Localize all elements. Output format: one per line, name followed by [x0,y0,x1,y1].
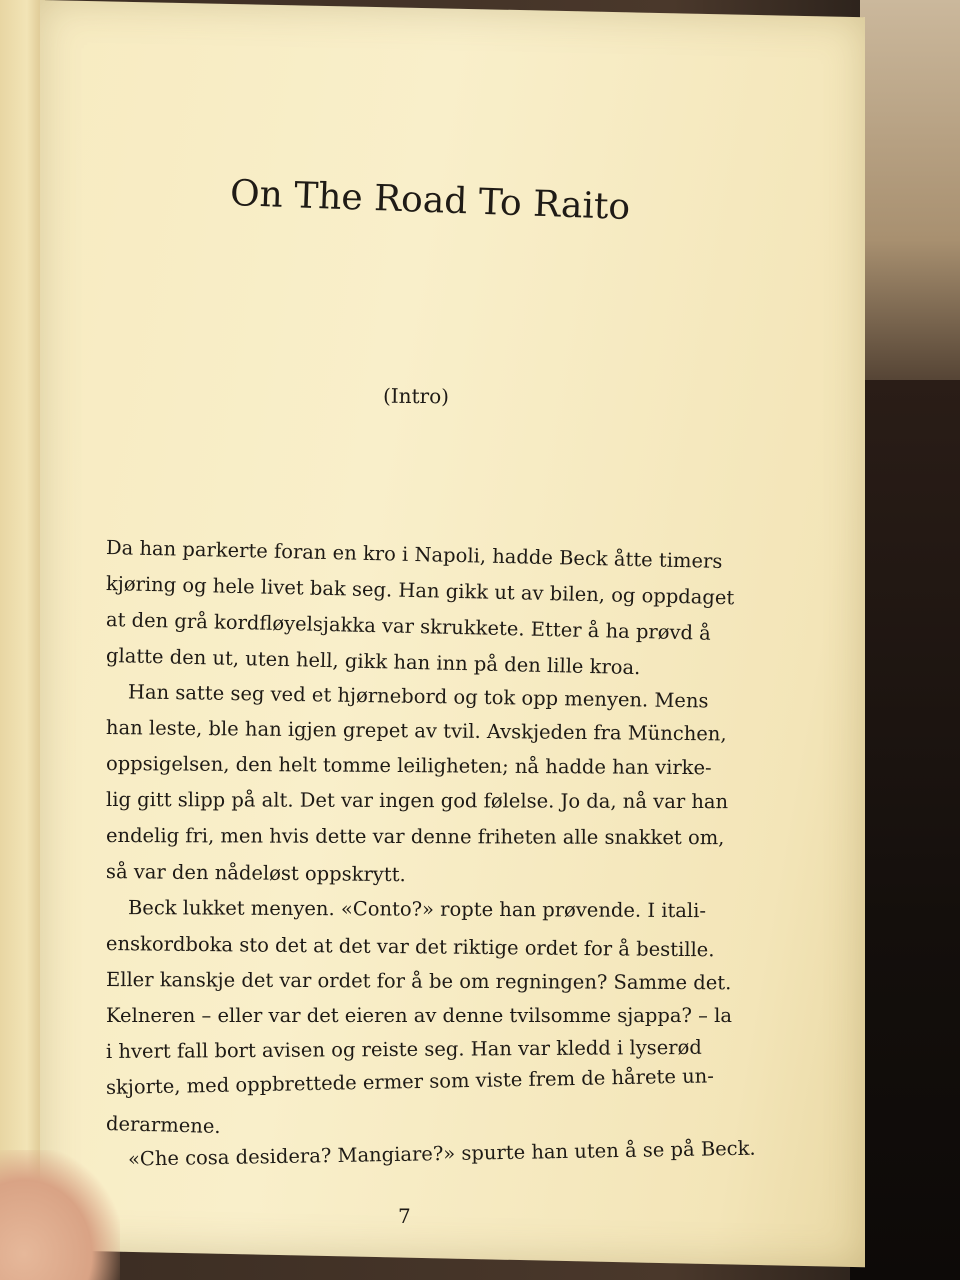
background-light [860,0,960,400]
text-line: Beck lukket menyen. «Conto?» ropte han prøvende. I itali- [127,896,707,923]
text-line: glatte den ut, uten hell, gikk han inn på den lille kroa. [105,644,641,680]
text-line: Han satte seg ved et hjørnebord og tok opp menyen. Mens [127,680,709,713]
text-line: endelig fri, men hvis dette var denne friheten alle snakket om, [105,824,725,850]
text-line: i hvert fall bort avisen og reiste seg. Han var kledd i lyserød [105,1035,702,1063]
text-line: kjøring og hele livet bak seg. Han gikk ut av bilen, og oppdaget [105,572,735,610]
page-number: 7 [398,1204,411,1228]
text-line: han leste, ble han igjen grepet av tvil. Avskjeden fra München, [105,716,727,746]
body-text [105,530,756,1178]
text-line: Da han parkerte foran en kro i Napoli, hadde Beck åtte timers [105,536,723,573]
previous-page-edge [0,0,45,1280]
chapter-subtitle: (Intro) [382,383,450,409]
text-line: derarmene. [105,1112,221,1138]
text-line: enskordboka sto det at det var det riktige ordet for å bestille. [105,932,715,962]
text-line: Kelneren – eller var det eieren av denne tvilsomme sjappa? – la [106,1004,732,1027]
text-line: at den grå kordfløyelsjakka var skrukkete. Etter å ha prøvd å [105,608,712,645]
thumb [0,1150,120,1280]
text-line: Eller kanskje det var ordet for å be om regningen? Samme det. [105,968,732,995]
text-line: så var den nådeløst oppskrytt. [105,860,406,887]
text-line: skjorte, med oppbrettede ermer som viste frem de hårete un- [105,1064,715,1099]
chapter-title: On The Road To Raito [229,173,631,228]
text-line: lig gitt slipp på alt. Det var ingen god følelse. Jo da, nå var han [105,788,729,814]
text-line: «Che cosa desidera? Mangiare?» spurte han uten å se på Beck. [127,1136,756,1171]
text-line: oppsigelsen, den helt tomme leiligheten; nå hadde han virke- [105,752,712,780]
background-shadow [850,380,960,1280]
